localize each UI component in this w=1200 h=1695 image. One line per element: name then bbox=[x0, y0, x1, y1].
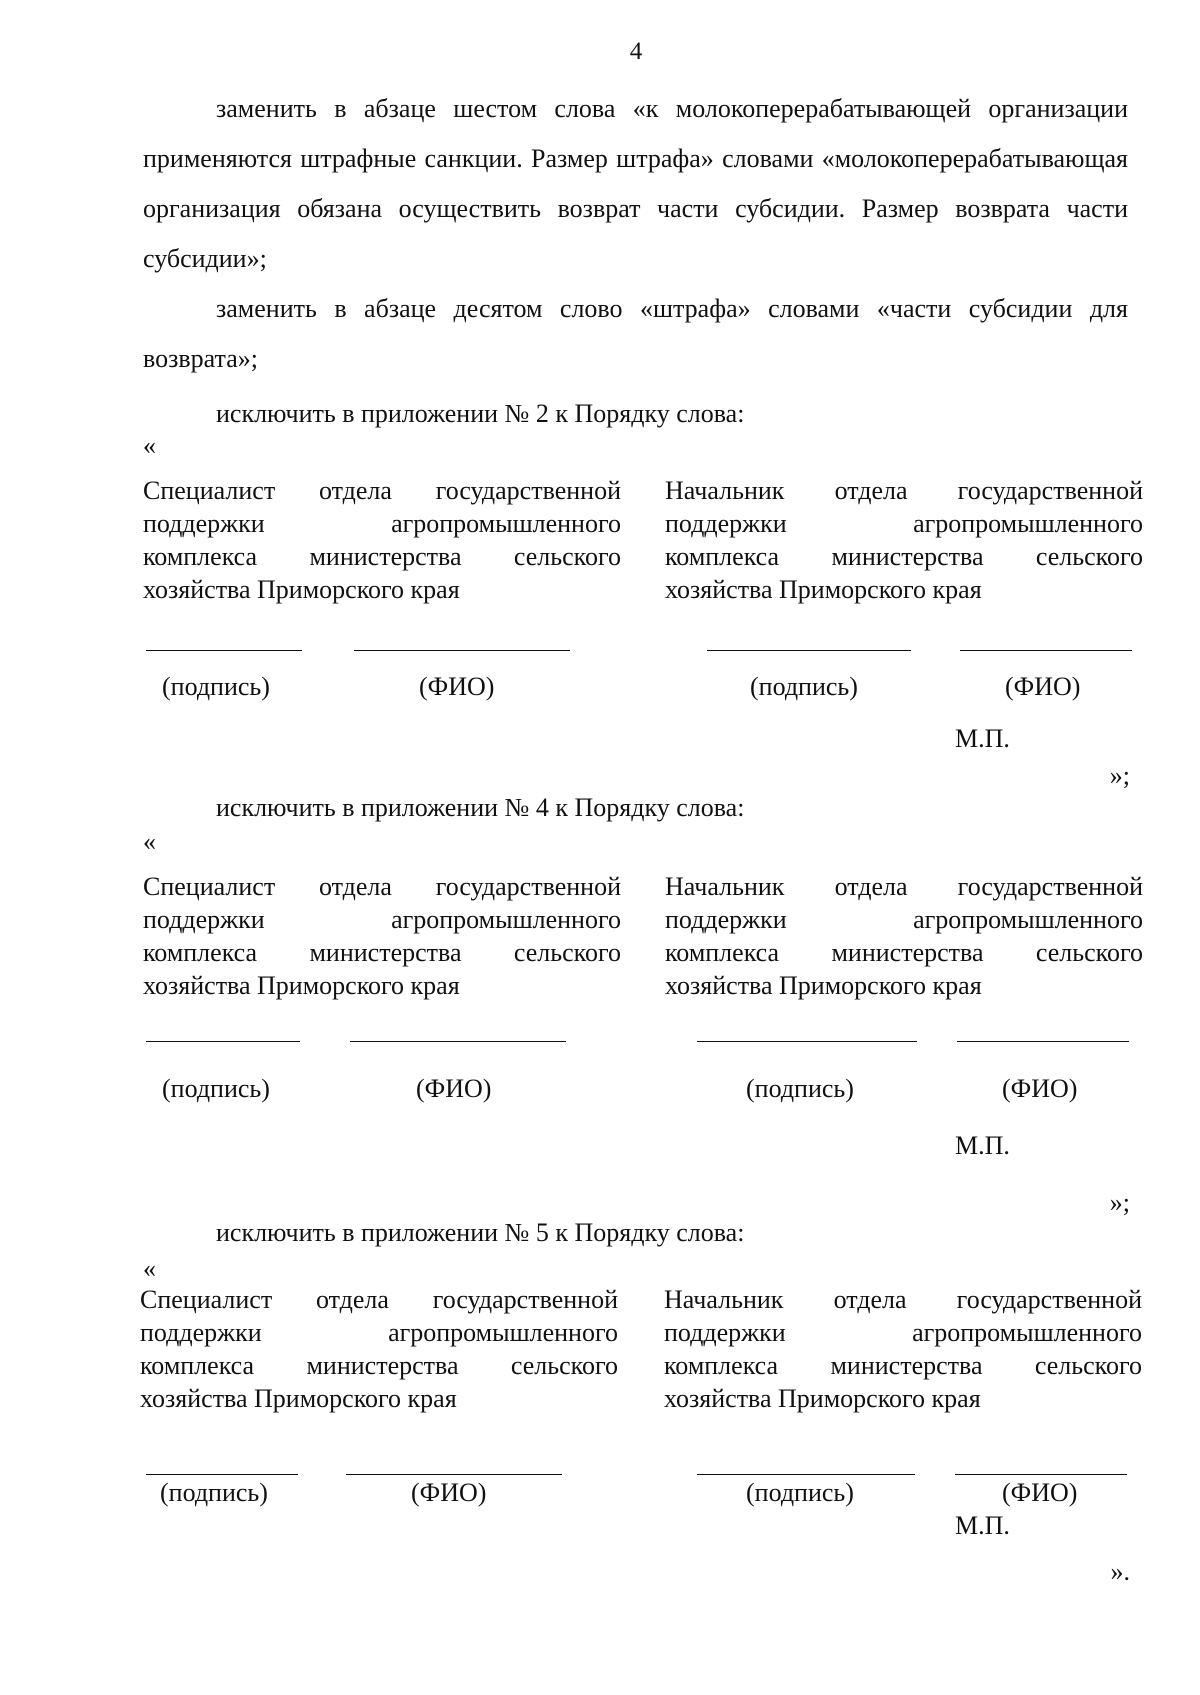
section-lead-appendix-5: исключить в приложении № 5 к Порядку слова: bbox=[216, 1218, 745, 1247]
signatory-block-specialist bbox=[143, 474, 621, 606]
signature-line bbox=[707, 650, 911, 651]
close-quote: ». bbox=[1110, 1557, 1130, 1586]
signatory-block-head bbox=[664, 1283, 1142, 1415]
name-line bbox=[960, 650, 1132, 651]
signature-caption: (подпись) bbox=[746, 1074, 854, 1103]
signatory-line: поддержки агропромышленного bbox=[140, 1318, 618, 1347]
signature-caption: (подпись) bbox=[162, 672, 270, 701]
signature-caption: (подпись) bbox=[746, 1478, 854, 1507]
signature-line bbox=[697, 1041, 917, 1042]
signatory-line: хозяйства Приморского края bbox=[664, 1384, 981, 1413]
signatory-line: Специалист отдела государственной bbox=[143, 872, 621, 901]
signatory-line: поддержки агропромышленного bbox=[143, 905, 621, 934]
signatory-line: комплекса министерства сельского bbox=[665, 938, 1143, 967]
name-caption: (ФИО) bbox=[1002, 1074, 1078, 1103]
section-lead-appendix-4: исключить в приложении № 4 к Порядку слова: bbox=[216, 793, 745, 822]
name-line bbox=[354, 650, 570, 651]
page-number: 4 bbox=[629, 38, 643, 65]
name-caption: (ФИО) bbox=[419, 672, 495, 701]
signatory-line: комплекса министерства сельского bbox=[140, 1351, 618, 1380]
signatory-line: комплекса министерства сельского bbox=[143, 938, 621, 967]
signatory-line: комплекса министерства сельского bbox=[143, 542, 621, 571]
signatory-block-specialist bbox=[143, 870, 621, 1002]
signatory-line: поддержки агропромышленного bbox=[665, 905, 1143, 934]
name-caption: (ФИО) bbox=[1002, 1478, 1078, 1507]
signatory-line: хозяйства Приморского края bbox=[665, 575, 982, 604]
signature-line bbox=[146, 650, 302, 651]
close-quote: »; bbox=[1109, 761, 1130, 790]
signatory-block-specialist bbox=[140, 1283, 618, 1415]
signature-caption: (подпись) bbox=[750, 672, 858, 701]
section-lead-appendix-2: исключить в приложении № 2 к Порядку слова: bbox=[216, 399, 745, 428]
name-caption: (ФИО) bbox=[1005, 672, 1081, 701]
signature-line bbox=[146, 1041, 300, 1042]
name-caption: (ФИО) bbox=[416, 1074, 492, 1103]
seal-mark: М.П. bbox=[955, 1511, 1010, 1540]
signatory-line: комплекса министерства сельского bbox=[664, 1351, 1142, 1380]
signatory-block-head bbox=[665, 870, 1143, 1002]
signatory-line: хозяйства Приморского края bbox=[140, 1384, 457, 1413]
seal-mark: М.П. bbox=[955, 1131, 1010, 1160]
signature-caption: (подпись) bbox=[162, 1074, 270, 1103]
signatory-line: комплекса министерства сельского bbox=[665, 542, 1143, 571]
name-line bbox=[957, 1041, 1129, 1042]
name-line bbox=[955, 1474, 1127, 1475]
signatory-line: Специалист отдела государственной bbox=[140, 1285, 618, 1314]
signatory-line: поддержки агропромышленного bbox=[143, 509, 621, 538]
open-quote: « bbox=[143, 827, 156, 856]
paragraph-replace-sixth: заменить в абзаце шестом слова «к молокоперерабатывающей организации применяются штрафные санкции. Размер штрафа» словами «молокоперерабатывающая организация обязана осуществить возврат части субсидии. Размер возврата части субсидии»; bbox=[143, 94, 1128, 273]
signatory-line: хозяйства Приморского края bbox=[143, 971, 460, 1000]
signatory-line: Начальник отдела государственной bbox=[665, 872, 1143, 901]
signature-caption: (подпись) bbox=[160, 1478, 268, 1507]
signature-line bbox=[697, 1474, 915, 1475]
signatory-line: хозяйства Приморского края bbox=[143, 575, 460, 604]
name-line bbox=[346, 1474, 562, 1475]
signatory-line: Специалист отдела государственной bbox=[143, 476, 621, 505]
paragraph-replace-tenth: заменить в абзаце десятом слово «штрафа» словами «части субсидии для возврата»; bbox=[143, 294, 1128, 373]
name-caption: (ФИО) bbox=[411, 1478, 487, 1507]
open-quote: « bbox=[143, 1254, 156, 1283]
seal-mark: М.П. bbox=[955, 724, 1010, 753]
close-quote: »; bbox=[1109, 1188, 1130, 1217]
signatory-line: Начальник отдела государственной bbox=[665, 476, 1143, 505]
signatory-block-head bbox=[665, 474, 1143, 606]
name-line bbox=[350, 1041, 566, 1042]
signatory-line: хозяйства Приморского края bbox=[665, 971, 982, 1000]
open-quote: « bbox=[143, 431, 156, 460]
signatory-line: поддержки агропромышленного bbox=[664, 1318, 1142, 1347]
signatory-line: Начальник отдела государственной bbox=[664, 1285, 1142, 1314]
signatory-line: поддержки агропромышленного bbox=[665, 509, 1143, 538]
signature-line bbox=[146, 1474, 298, 1475]
